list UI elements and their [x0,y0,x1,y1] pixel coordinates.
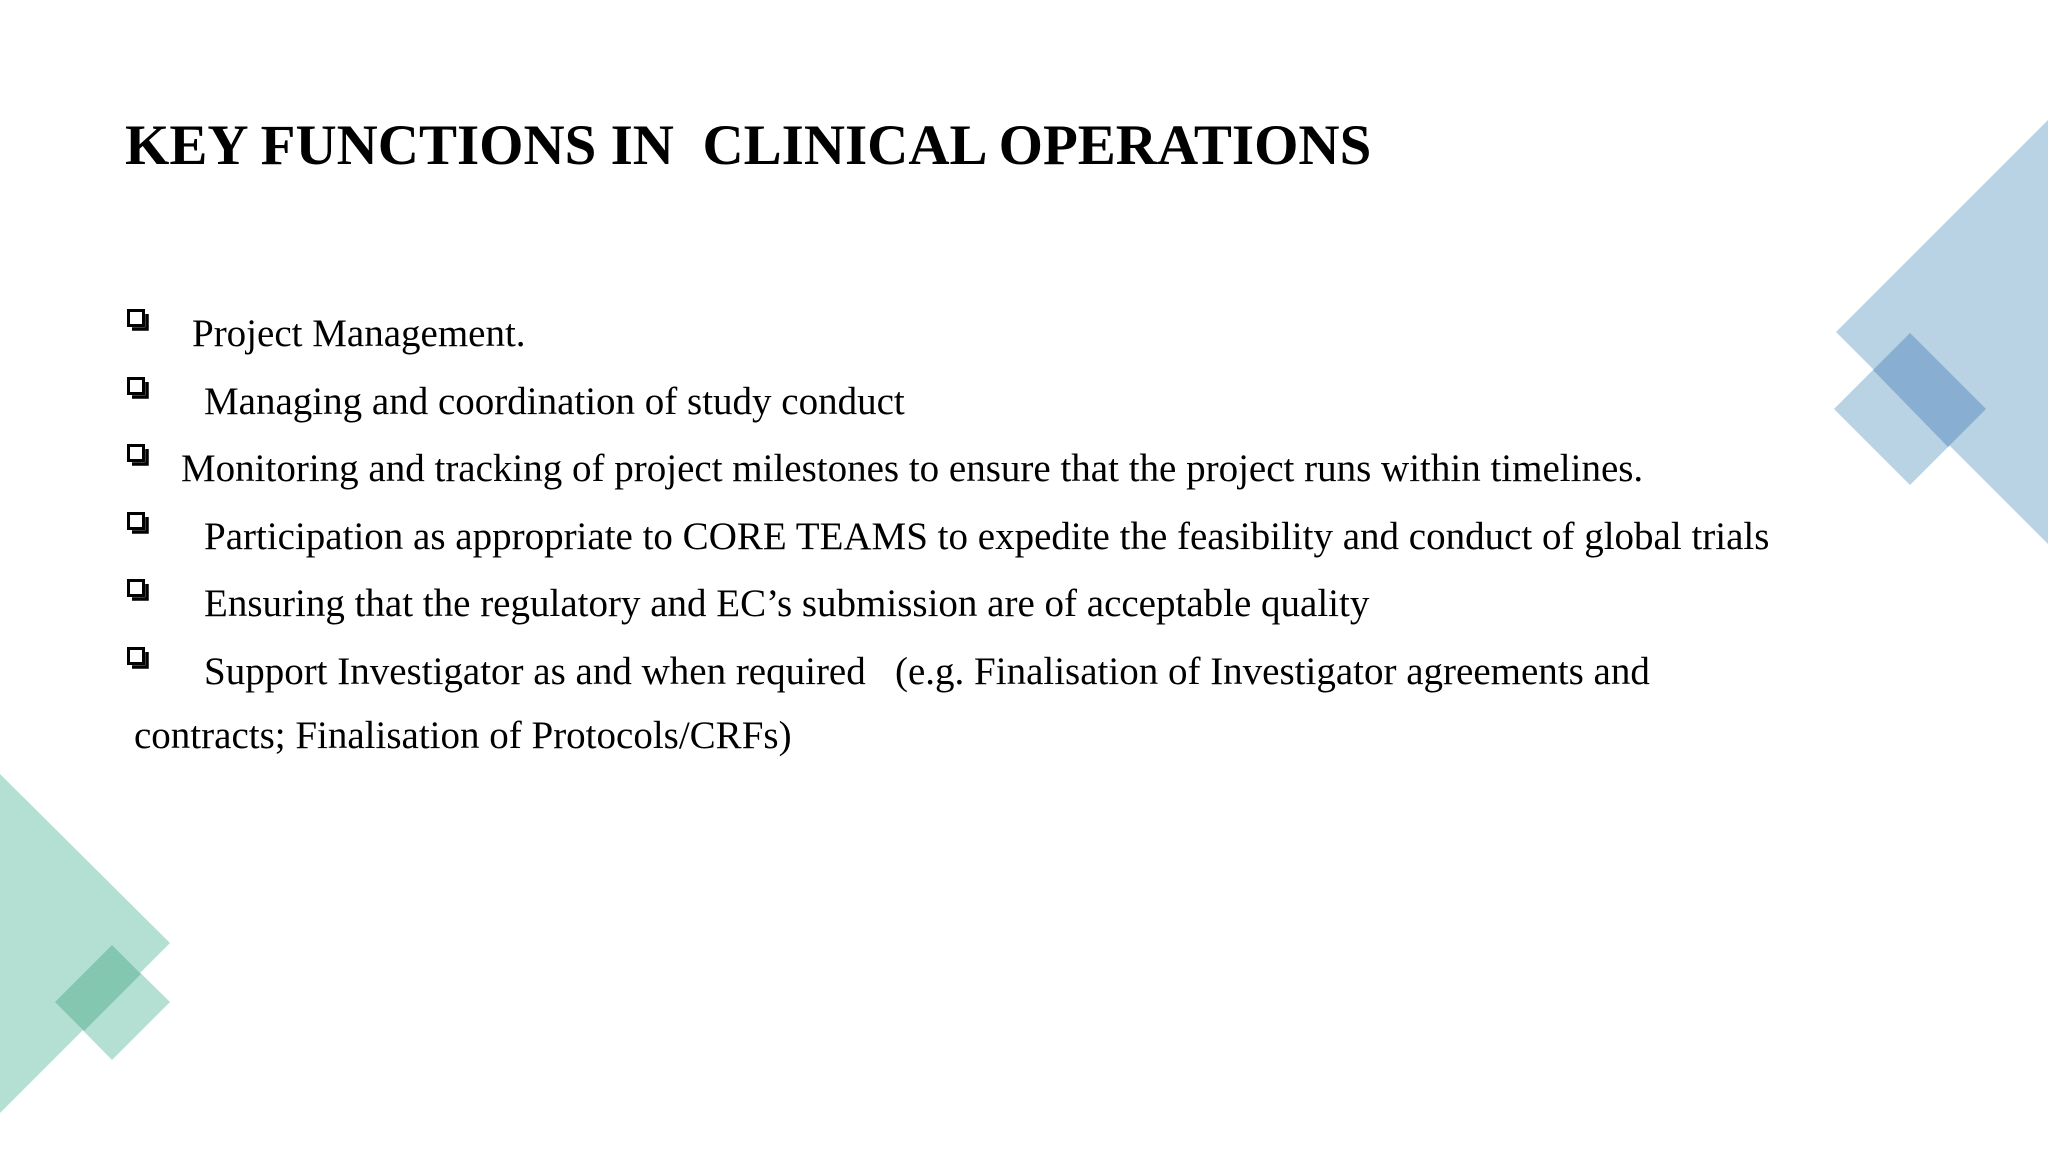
bullet-item [125,368,2005,436]
bullet-text: Managing and coordination of study conduct [204,379,905,423]
bullet-text: Support Investigator as and when required (e.g. Finalisation of Investigator agreements and [204,649,1650,693]
green-large-diamond [0,774,170,1113]
bullet-item [125,503,2005,571]
bullet-item [125,300,2005,368]
bullet-text: Participation as appropriate to CORE TEAMS to expedite the feasibility and conduct of global trials [204,514,1770,558]
bullet-item [125,638,2005,706]
bullet-list [125,300,2005,705]
checkbox-outline-icon [127,377,149,399]
bullet-text: Monitoring and tracking of project milestones to ensure that the project runs within timelines. [181,447,1644,490]
bullet-continuation-text: contracts; Finalisation of Protocols/CRFs) [134,714,792,757]
checkbox-outline-icon [127,512,149,534]
checkbox-outline-icon [127,309,149,331]
checkbox-outline-icon [127,579,149,601]
slide-title: KEY FUNCTIONS IN CLINICAL OPERATIONS [125,114,1372,177]
checkbox-outline-icon [127,444,149,466]
bullet-text: Ensuring that the regulatory and EC’s submission are of acceptable quality [204,582,1370,625]
checkbox-outline-icon [127,647,149,669]
bullet-item [125,435,2005,503]
bullet-text: Project Management. [192,312,526,355]
bullet-item [125,570,2005,638]
